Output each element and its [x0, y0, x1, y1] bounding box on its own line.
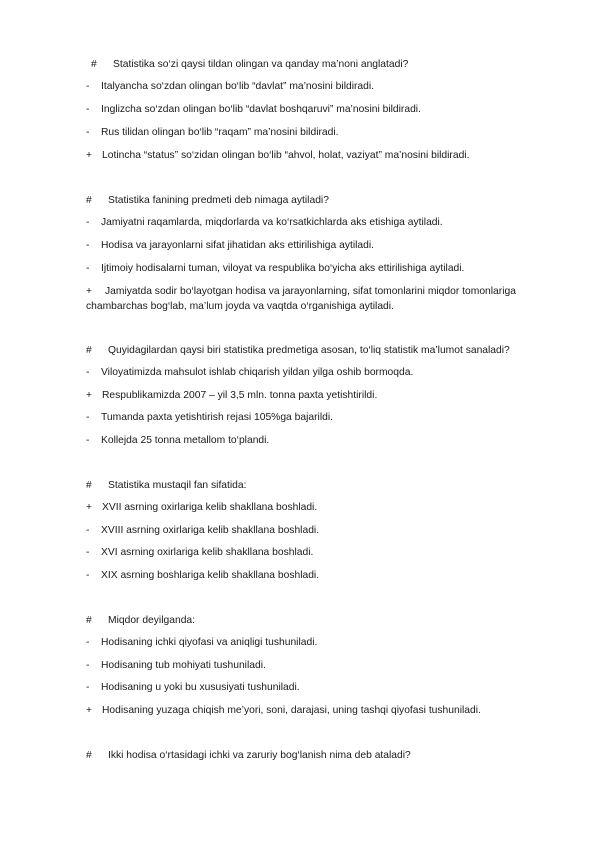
option-text: Jamiyatni raqamlarda, miqdorlarda va ko‘rsatkichlarda aks etishiga aytiladi. — [101, 217, 443, 228]
option-marker: - — [86, 682, 90, 693]
option-marker: - — [86, 104, 90, 115]
option-marker: + — [86, 390, 93, 401]
option-marker: - — [86, 637, 90, 648]
question-5 — [86, 614, 195, 627]
answer-option — [86, 239, 374, 252]
answer-option — [86, 546, 313, 559]
option-marker: - — [86, 412, 90, 423]
option-text: XIX asrning boshlariga kelib shakllana boshladi. — [101, 570, 320, 581]
answer-option-correct — [86, 284, 526, 314]
option-text: Viloyatimizda mahsulot ishlab chiqarish yildan yilga oshib bormoqda. — [101, 367, 414, 378]
question-marker: # — [86, 345, 92, 356]
option-marker: + — [86, 150, 93, 161]
answer-option — [86, 411, 333, 424]
option-marker: - — [86, 367, 90, 378]
answer-option-correct — [86, 501, 317, 514]
question-marker: # — [91, 59, 97, 70]
answer-option — [86, 524, 319, 537]
option-text: XVIII asrning oxirlariga kelib shakllana boshladi. — [101, 525, 320, 536]
option-text: Rus tilidan olingan bo‘lib “raqam” ma’nosini bildiradi. — [101, 127, 339, 138]
option-marker: - — [86, 240, 90, 251]
option-text: Respublikamizda 2007 – yil 3,5 mln. tonna paxta yetishtirildi. — [102, 390, 378, 401]
question-text: Statistika fanining predmeti deb nimaga aytiladi? — [108, 195, 329, 206]
option-marker: - — [86, 127, 90, 138]
option-marker: - — [86, 570, 90, 581]
question-text: Statistika mustaqil fan sifatida: — [108, 480, 247, 491]
option-marker: - — [86, 547, 90, 558]
question-marker: # — [86, 615, 92, 626]
option-text: Kollejda 25 tonna metallom to‘plandi. — [101, 435, 270, 446]
option-marker: - — [86, 435, 90, 446]
question-2 — [86, 194, 329, 207]
option-text: Hodisa va jarayonlarni sifat jihatidan aks ettirilishiga aytiladi. — [101, 240, 375, 251]
question-marker: # — [86, 480, 92, 491]
option-text: Hodisaning tub mohiyati tushuniladi. — [101, 660, 266, 671]
question-3 — [86, 344, 510, 357]
option-marker: + — [86, 705, 93, 716]
answer-option-correct — [86, 704, 481, 717]
question-text: Miqdor deyilganda: — [108, 615, 196, 626]
question-marker: # — [86, 195, 92, 206]
question-text: Ikki hodisa o‘rtasidagi ichki va zaruriy bog‘lanish nima deb ataladi? — [108, 750, 411, 761]
answer-option — [86, 434, 269, 447]
option-text: Lotincha “status” so‘zidan olingan bo‘lib “ahvol, holat, vaziyat” ma’nosini bildiradi. — [102, 150, 470, 161]
option-text: Tumanda paxta yetishtirish rejasi 105%ga bajarildi. — [101, 412, 333, 423]
option-marker: - — [86, 81, 90, 92]
option-text: XVII asrning oxirlariga kelib shakllana boshladi. — [102, 502, 318, 513]
option-text: Ijtimoiy hodisalarni tuman, viloyat va respublika bo‘yicha aks ettirilishiga aytiladi. — [101, 263, 465, 274]
option-marker: + — [86, 286, 93, 297]
answer-option — [86, 216, 443, 229]
option-marker: - — [86, 660, 90, 671]
answer-option-correct — [86, 389, 377, 402]
answer-option — [86, 681, 300, 694]
answer-option — [86, 262, 464, 275]
question-6 — [86, 749, 411, 762]
answer-option — [86, 80, 374, 93]
option-text: Hodisaning u yoki bu xususiyati tushuniladi. — [101, 682, 300, 693]
option-marker: - — [86, 525, 90, 536]
answer-option — [86, 366, 413, 379]
answer-option — [86, 569, 319, 582]
answer-option-correct — [86, 149, 469, 162]
option-marker: - — [86, 217, 90, 228]
question-1 — [91, 58, 408, 71]
question-text: Statistika so‘zi qaysi tildan olingan va qanday ma’noni anglatadi? — [113, 59, 409, 70]
option-marker: - — [86, 263, 90, 274]
option-text: Jamiyatda sodir bo‘layotgan hodisa va jarayonlarning, sifat tomonlarini miqdor tomonlariga chambarchas bog‘lab, ma’lum joyda va vaqtda o‘rganishiga aytiladi. — [86, 286, 516, 312]
option-text: Hodisaning yuzaga chiqish me’yori, soni, darajasi, uning tashqi qiyofasi tushuniladi. — [102, 705, 481, 716]
answer-option — [86, 103, 421, 116]
answer-option — [86, 659, 266, 672]
question-marker: # — [86, 750, 92, 761]
option-text: Inglizcha so‘zdan olingan bo‘lib “davlat boshqaruvi” ma’nosini bildiradi. — [101, 104, 421, 115]
option-text: XVI asrning oxirlariga kelib shakllana boshladi. — [101, 547, 314, 558]
answer-option — [86, 636, 317, 649]
option-text: Italyancha so‘zdan olingan bo‘lib “davlat” ma’nosini bildiradi. — [101, 81, 375, 92]
answer-option — [86, 126, 339, 139]
option-marker: + — [86, 502, 93, 513]
question-4 — [86, 479, 247, 492]
question-text: Quyidagilardan qaysi biri statistika predmetiga asosan, to‘liq statistik ma’lumot sanaladi? — [108, 345, 510, 356]
option-text: Hodisaning ichki qiyofasi va aniqligi tushuniladi. — [101, 637, 318, 648]
